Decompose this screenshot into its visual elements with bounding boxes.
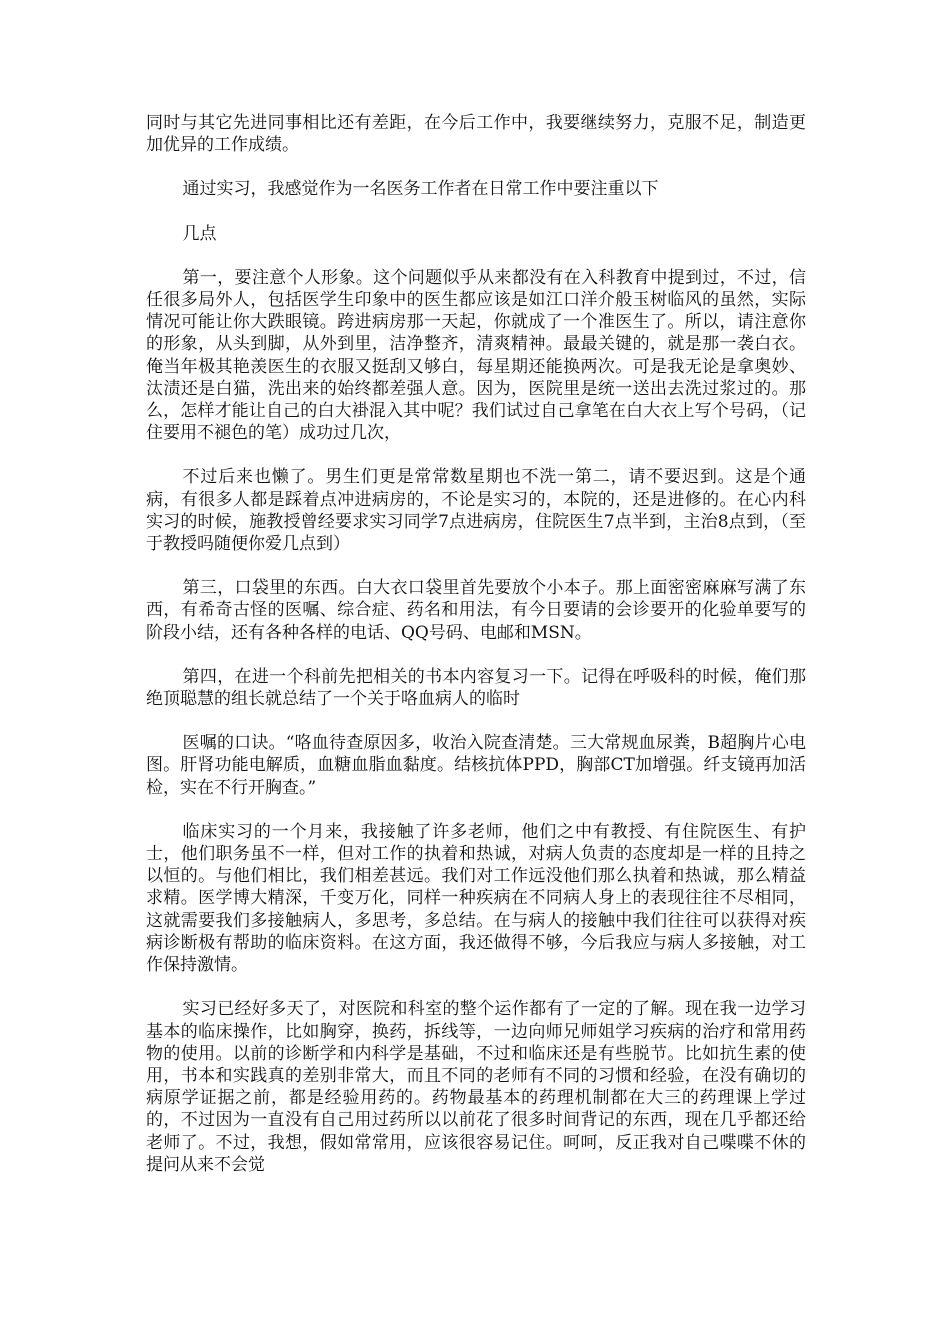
paragraph-point-four: 第四，在进一个科前先把相关的书本内容复习一下。记得在呼吸科的时候，俺们那绝顶聪慧的组长就总结了一个关于咯血病人的临时 bbox=[146, 666, 806, 710]
paragraph-point-two: 不过后来也懒了。男生们更是常常数星期也不洗一第二，请不要迟到。这是个通病，有很多人都是踩着点冲进病房的，不论是实习的，本院的，还是进修的。在心内科实习的时候，施教授曾经要求实习同学7点进病房，住院医生7点半到，主治8点到，（至于教授吗随便你爱几点到） bbox=[146, 467, 806, 555]
paragraph-continuation: 同时与其它先进同事相比还有差距，在今后工作中，我要继续努力，克服不足，制造更加优异的工作成绩。 bbox=[146, 113, 806, 156]
paragraph-intro: 通过实习，我感觉作为一名医务工作者在日常工作中要注重以下 bbox=[182, 179, 659, 200]
paragraph-teachers: 临床实习的一个月来，我接触了许多老师，他们之中有教授、有住院医生、有护士，他们职务虽不一样，但对工作的执着和热诚，对病人负责的态度却是一样的且持之以恒的。与他们相比，我们相差甚远。我们对工作远没他们那么执着和热诚，那么精益求精。医学博大精深，千变万化，同样一种疾病在不同病人身上的表现往往不尽相同，这就需要我们多接触病人，多思考，多总结。在与病人的接触中我们往往可以获得对疾病诊断极有帮助的临床资料。在这方面，我还做得不够，今后我应与病人多接触，对工作保持激情。 bbox=[146, 821, 806, 976]
paragraph-point-one: 第一，要注意个人形象。这个问题似乎从来都没有在入科教育中提到过，不过，信任很多局外人，包括医学生印象中的医生都应该是如江口洋介般玉树临风的虽然，实际情况可能让你大跌眼镜。跨进病房那一天起，你就成了一个准医生了。所以，请注意你的形象，从头到脚，从外到里，洁净整齐，清爽精神。最最关键的，就是那一袭白衣。俺当年极其艳羡医生的衣服又挺刮又够白，每星期还能换两次。可是我无论是拿奥妙、汰渍还是白猫，洗出来的始终都差强人意。因为，医院里是统一送出去洗过浆过的。那么，怎样才能让自己的白大褂混入其中呢？我们试过自己拿笔在白大衣上写个号码，（记住要用不褪色的笔）成功过几次， bbox=[146, 267, 806, 444]
paragraph-mnemonic: 医嘱的口诀。“咯血待查原因多，收治入院查清楚。三大常规血尿粪，B超胸片心电图。肝肾功能电解质，血糖血脂血黏度。结核抗体PPD，胸部CT加增强。纤支镜再加活检，实在不行开胸查。” bbox=[146, 733, 806, 798]
paragraph-practice: 实习已经好多天了，对医院和科室的整个运作都有了一定的了解。现在我一边学习基本的临床操作，比如胸穿，换药，拆线等，一边向师兄师姐学习疾病的治疗和常用药物的使用。以前的诊断学和内科学是基础，不过和临床还是有些脱节。比如抗生素的使用，书本和实践真的差别非常大，而且不同的老师有不同的习惯和经验，在没有确切的病原学证据之前，都是经验用药的。药物最基本的药理机制都在大三的药理课上学过的，不过因为一直没有自己用过药所以以前花了很多时间背记的东西，现在几乎都还给老师了。不过，我想，假如常常用，应该很容易记住。呵呵，反正我对自己喋喋不休的提问从来不会觉 bbox=[146, 999, 806, 1175]
paragraph-intro-tail: 几点 bbox=[182, 223, 217, 244]
paragraph-point-three: 第三，口袋里的东西。白大衣口袋里首先要放个小本子。那上面密密麻麻写满了东西，有希奇古怪的医嘱、综合症、药名和用法，有今日要请的会诊要开的化验单要写的阶段小结，还有各种各样的电话、QQ号码、电邮和MSN。 bbox=[146, 578, 806, 643]
document-page bbox=[146, 112, 806, 1198]
